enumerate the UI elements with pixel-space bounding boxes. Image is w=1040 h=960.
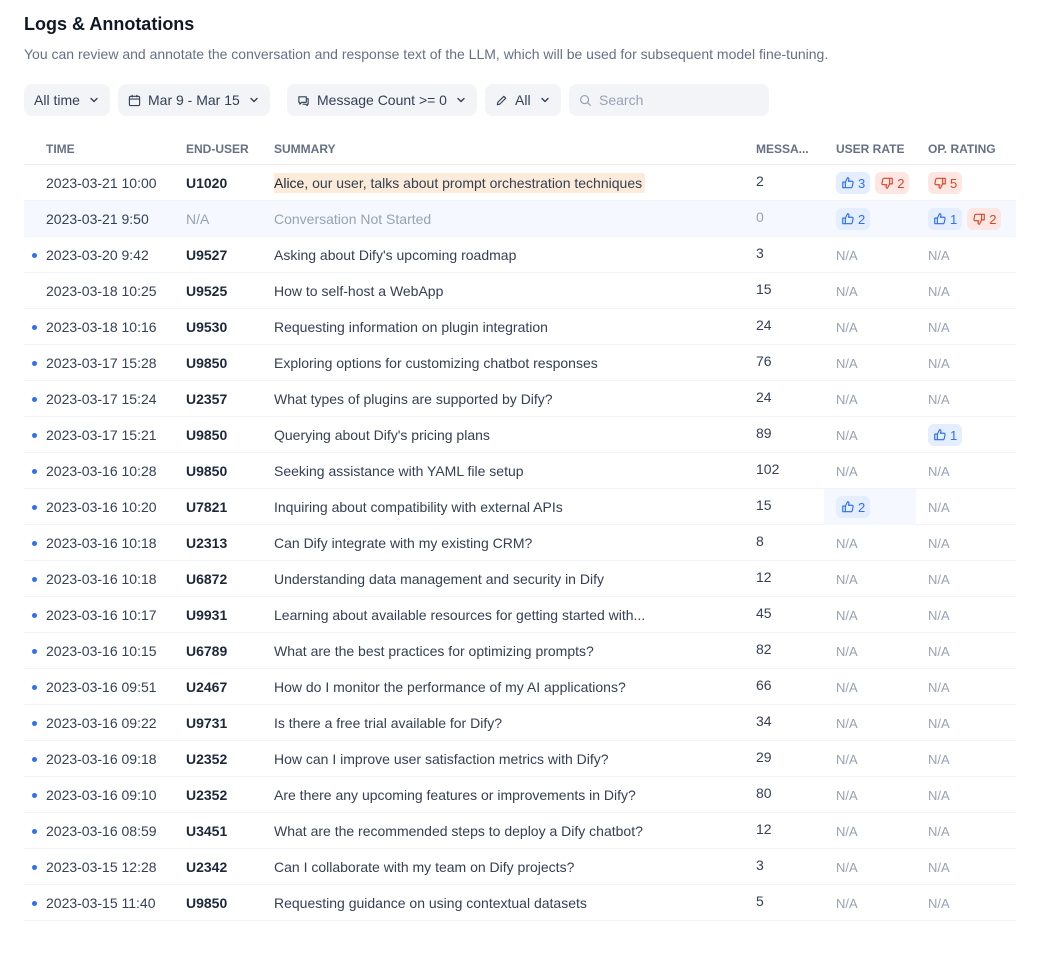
message-count-cell: 24 <box>756 317 772 333</box>
time-cell: 2023-03-16 10:28 <box>46 463 157 479</box>
unread-dot <box>32 721 37 726</box>
unread-dot <box>32 361 37 366</box>
message-count-cell: 15 <box>756 497 772 513</box>
table-row[interactable] <box>24 309 1016 345</box>
summary-cell <box>274 345 704 381</box>
thumbs-up-badge[interactable] <box>928 208 962 230</box>
time-cell: 2023-03-20 9:42 <box>46 247 149 263</box>
column-header-end-user[interactable]: END-USER <box>186 142 249 156</box>
column-header-user-rate[interactable]: USER RATE <box>836 142 905 156</box>
end-user-cell: N/A <box>186 211 210 227</box>
summary-text: Asking about Dify's upcoming roadmap <box>274 247 517 263</box>
user-rate-cell <box>836 633 858 669</box>
table-row[interactable] <box>24 561 1016 597</box>
user-rate-cell <box>836 669 858 705</box>
date-range-label: Mar 9 - Mar 15 <box>148 92 240 108</box>
na-label: N/A <box>928 643 950 659</box>
time-cell: 2023-03-18 10:25 <box>46 283 157 299</box>
table-row[interactable] <box>24 633 1016 669</box>
summary-text: Querying about Dify's pricing plans <box>274 427 490 443</box>
unread-dot <box>32 757 37 762</box>
table-row[interactable] <box>24 705 1016 741</box>
table-row[interactable] <box>24 597 1016 633</box>
end-user-cell: U9850 <box>186 427 228 443</box>
summary-text: How do I monitor the performance of my AI applications? <box>274 679 626 695</box>
user-rate-cell <box>836 813 858 849</box>
unread-dot <box>32 793 37 798</box>
unread-dot <box>32 613 37 618</box>
summary-text: How to self-host a WebApp <box>274 283 444 299</box>
end-user-cell: U9527 <box>186 247 228 263</box>
na-label: N/A <box>836 355 858 371</box>
message-count-cell: 45 <box>756 605 772 621</box>
user-rate-cell <box>836 489 875 525</box>
unread-dot <box>32 541 37 546</box>
page-title: Logs & Annotations <box>24 14 195 34</box>
end-user-cell: U9931 <box>186 607 228 623</box>
user-rate-cell <box>836 201 875 237</box>
user-rate-cell <box>836 525 858 561</box>
page-subtitle: You can review and annotate the conversation and response text of the LLM, which will be used for subsequent model fine-tuning. <box>24 46 829 62</box>
summary-text: Is there a free trial available for Dify? <box>274 715 502 731</box>
message-count-cell: 24 <box>756 389 772 405</box>
table-row[interactable] <box>24 669 1016 705</box>
highlighted-name: Alice <box>274 175 305 191</box>
message-count-cell: 29 <box>756 749 772 765</box>
na-label: N/A <box>836 859 858 875</box>
na-label: N/A <box>836 463 858 479</box>
message-count-filter[interactable] <box>287 84 477 116</box>
end-user-cell: U6789 <box>186 643 228 659</box>
calendar-icon <box>128 94 141 107</box>
message-count-cell: 66 <box>756 677 772 693</box>
end-user-cell: U2352 <box>186 787 228 803</box>
summary-cell <box>274 885 704 921</box>
rating-count: 2 <box>858 211 866 227</box>
op-rating-cell <box>928 597 950 633</box>
table-row[interactable] <box>24 777 1016 813</box>
op-rating-cell <box>928 381 950 417</box>
op-rating-cell <box>928 741 950 777</box>
summary-cell <box>274 525 704 561</box>
time-cell: 2023-03-17 15:24 <box>46 391 157 407</box>
table-row[interactable] <box>24 201 1016 237</box>
summary-text: Understanding data management and security in Dify <box>274 571 604 587</box>
thumbs-up-badge[interactable] <box>836 208 870 230</box>
date-range-picker[interactable] <box>118 84 270 116</box>
message-count-label: Message Count >= 0 <box>317 92 447 108</box>
op-rating-cell <box>928 849 950 885</box>
summary-text: Inquiring about compatibility with external APIs <box>274 499 563 515</box>
unread-dot <box>32 505 37 510</box>
na-label: N/A <box>928 463 950 479</box>
thumbs-up-badge[interactable] <box>928 424 962 446</box>
thumbs-down-icon <box>933 176 947 190</box>
message-count-cell: 0 <box>756 209 764 225</box>
rating-count: 2 <box>897 175 905 191</box>
summary-cell <box>274 489 704 525</box>
na-label: N/A <box>836 607 858 623</box>
rating-count: 5 <box>950 175 958 191</box>
rating-count: 2 <box>858 499 866 515</box>
summary-cell <box>274 777 704 813</box>
summary-cell <box>274 453 704 489</box>
end-user-cell: U9731 <box>186 715 228 731</box>
user-rate-cell <box>836 417 858 453</box>
summary-cell <box>274 561 704 597</box>
na-label: N/A <box>836 751 858 767</box>
end-user-cell: U7821 <box>186 499 228 515</box>
time-cell: 2023-03-16 09:18 <box>46 751 157 767</box>
time-cell: 2023-03-16 10:20 <box>46 499 157 515</box>
na-label: N/A <box>836 247 858 263</box>
unread-dot <box>32 649 37 654</box>
thumbs-down-badge[interactable] <box>967 208 1001 230</box>
user-rate-cell <box>836 849 858 885</box>
user-rate-cell <box>836 777 858 813</box>
message-count-cell: 76 <box>756 353 772 369</box>
summary-text: Learning about available resources for getting started with... <box>274 607 646 623</box>
table-row[interactable] <box>24 417 1016 453</box>
summary-text: Are there any upcoming features or improvements in Dify? <box>274 787 636 803</box>
chevron-down-icon <box>88 94 100 106</box>
op-rating-cell <box>928 813 950 849</box>
search-icon <box>579 94 592 107</box>
message-count-cell: 34 <box>756 713 772 729</box>
thumbs-up-icon <box>933 428 947 442</box>
op-rating-cell <box>928 273 950 309</box>
op-rating-cell <box>928 417 967 453</box>
unread-dot <box>32 901 37 906</box>
na-label: N/A <box>928 607 950 623</box>
na-label: N/A <box>836 283 858 299</box>
message-count-cell: 2 <box>756 173 764 189</box>
unread-dot <box>32 397 37 402</box>
na-label: N/A <box>928 247 950 263</box>
summary-cell <box>274 633 704 669</box>
message-count-cell: 89 <box>756 425 772 441</box>
end-user-cell: U9850 <box>186 895 228 911</box>
summary-cell <box>274 309 704 345</box>
na-label: N/A <box>836 391 858 407</box>
na-label: N/A <box>928 283 950 299</box>
message-count-cell: 15 <box>756 281 772 297</box>
summary-text: Conversation Not Started <box>274 211 432 227</box>
summary-highlight <box>274 173 645 193</box>
user-rate-cell <box>836 309 858 345</box>
time-cell: 2023-03-21 9:50 <box>46 211 149 227</box>
end-user-cell: U9525 <box>186 283 228 299</box>
op-rating-cell <box>928 489 950 525</box>
unread-dot <box>32 253 37 258</box>
thumbs-down-icon <box>880 176 894 190</box>
chevron-down-icon <box>455 94 467 106</box>
end-user-cell: U9850 <box>186 355 228 371</box>
column-header-messages[interactable]: MESSA... <box>756 142 809 156</box>
time-cell: 2023-03-16 10:18 <box>46 571 157 587</box>
summary-cell <box>274 381 704 417</box>
end-user-cell: U1020 <box>186 175 228 191</box>
end-user-cell: U6872 <box>186 571 228 587</box>
op-rating-cell <box>928 453 950 489</box>
op-rating-cell <box>928 201 1006 237</box>
chevron-down-icon <box>539 94 551 106</box>
na-label: N/A <box>928 391 950 407</box>
table-row[interactable] <box>24 453 1016 489</box>
summary-text: Requesting information on plugin integration <box>274 319 548 335</box>
summary-cell <box>274 597 704 633</box>
table-row[interactable] <box>24 345 1016 381</box>
summary-cell <box>274 705 704 741</box>
summary-cell <box>274 849 704 885</box>
user-rate-cell <box>836 885 858 921</box>
period-select[interactable] <box>24 84 110 116</box>
na-label: N/A <box>928 895 950 911</box>
thumbs-down-badge[interactable] <box>928 172 962 194</box>
thumbs-up-icon <box>933 212 947 226</box>
summary-text: What are the recommended steps to deploy a Dify chatbot? <box>274 823 643 839</box>
na-label: N/A <box>836 823 858 839</box>
unread-dot <box>32 577 37 582</box>
column-header-op-rating[interactable]: OP. RATING <box>928 142 996 156</box>
user-rate-cell <box>836 165 914 201</box>
op-rating-cell <box>928 777 950 813</box>
time-cell: 2023-03-16 08:59 <box>46 823 157 839</box>
summary-text: How can I improve user satisfaction metrics with Dify? <box>274 751 609 767</box>
summary-text: Requesting guidance on using contextual datasets <box>274 895 587 911</box>
summary-text: What types of plugins are supported by Dify? <box>274 391 553 407</box>
status-select-label: All <box>515 92 531 108</box>
na-label: N/A <box>928 571 950 587</box>
summary-text: Exploring options for customizing chatbot responses <box>274 355 598 371</box>
thumbs-up-icon <box>841 176 855 190</box>
op-rating-cell <box>928 885 950 921</box>
table-row[interactable] <box>24 489 1016 525</box>
na-label: N/A <box>928 787 950 803</box>
period-select-label: All time <box>34 92 80 108</box>
na-label: N/A <box>836 319 858 335</box>
thumbs-up-icon <box>841 500 855 514</box>
summary-cell <box>274 669 704 705</box>
op-rating-cell <box>928 309 950 345</box>
op-rating-cell <box>928 561 950 597</box>
summary-text: Seeking assistance with YAML file setup <box>274 463 524 479</box>
message-count-cell: 8 <box>756 533 764 549</box>
message-count-cell: 3 <box>756 857 764 873</box>
search-input[interactable] <box>599 92 759 108</box>
message-count-cell: 12 <box>756 569 772 585</box>
end-user-cell: U2313 <box>186 535 228 551</box>
user-rate-cell <box>836 381 858 417</box>
na-label: N/A <box>928 679 950 695</box>
table-body <box>24 165 1016 921</box>
table-row[interactable] <box>24 237 1016 273</box>
user-rate-cell <box>836 741 858 777</box>
column-header-summary[interactable]: SUMMARY <box>274 142 336 156</box>
user-rate-cell <box>836 597 858 633</box>
edit-icon <box>495 94 508 107</box>
unread-dot <box>32 829 37 834</box>
message-count-cell: 3 <box>756 245 764 261</box>
summary-cell <box>274 273 704 309</box>
na-label: N/A <box>928 355 950 371</box>
time-cell: 2023-03-15 12:28 <box>46 859 157 875</box>
time-cell: 2023-03-16 09:10 <box>46 787 157 803</box>
end-user-cell: U2342 <box>186 859 228 875</box>
summary-cell <box>274 165 704 201</box>
op-rating-cell <box>928 237 950 273</box>
end-user-cell: U2467 <box>186 679 228 695</box>
rating-count: 1 <box>950 211 958 227</box>
na-label: N/A <box>928 535 950 551</box>
message-count-cell: 102 <box>756 461 780 477</box>
table-row[interactable] <box>24 813 1016 849</box>
op-rating-cell <box>928 705 950 741</box>
time-cell: 2023-03-17 15:28 <box>46 355 157 371</box>
end-user-cell: U9530 <box>186 319 228 335</box>
user-rate-cell <box>836 237 858 273</box>
user-rate-cell <box>836 561 858 597</box>
summary-text: Can Dify integrate with my existing CRM? <box>274 535 533 551</box>
time-cell: 2023-03-21 10:00 <box>46 175 157 191</box>
na-label: N/A <box>928 319 950 335</box>
user-rate-cell <box>836 345 858 381</box>
na-label: N/A <box>836 571 858 587</box>
thumbs-up-badge[interactable] <box>836 172 870 194</box>
rating-count: 3 <box>858 175 866 191</box>
status-select[interactable] <box>485 84 561 116</box>
message-count-cell: 80 <box>756 785 772 801</box>
summary-cell <box>274 741 704 777</box>
unread-dot <box>32 685 37 690</box>
time-cell: 2023-03-16 10:17 <box>46 607 157 623</box>
na-label: N/A <box>928 499 950 515</box>
summary-cell <box>274 813 704 849</box>
na-label: N/A <box>836 787 858 803</box>
message-count-cell: 5 <box>756 893 764 909</box>
time-cell: 2023-03-18 10:16 <box>46 319 157 335</box>
message-count-cell: 82 <box>756 641 772 657</box>
na-label: N/A <box>928 859 950 875</box>
time-cell: 2023-03-16 09:51 <box>46 679 157 695</box>
time-cell: 2023-03-16 10:15 <box>46 643 157 659</box>
op-rating-cell <box>928 165 967 201</box>
table-row[interactable] <box>24 525 1016 561</box>
rating-count: 1 <box>950 427 958 443</box>
na-label: N/A <box>836 535 858 551</box>
na-label: N/A <box>836 679 858 695</box>
op-rating-cell <box>928 633 950 669</box>
message-count-cell: 12 <box>756 821 772 837</box>
table-header <box>24 132 1016 165</box>
time-cell: 2023-03-16 10:18 <box>46 535 157 551</box>
op-rating-cell <box>928 525 950 561</box>
summary-text: , our user, talks about prompt orchestration techniques <box>304 175 643 191</box>
end-user-cell: U2357 <box>186 391 228 407</box>
summary-text: What are the best practices for optimizing prompts? <box>274 643 594 659</box>
time-cell: 2023-03-15 11:40 <box>46 895 156 911</box>
unread-dot <box>32 325 37 330</box>
na-label: N/A <box>836 895 858 911</box>
table-row[interactable] <box>24 165 1016 201</box>
na-label: N/A <box>928 823 950 839</box>
user-rate-cell <box>836 453 858 489</box>
message-icon <box>297 94 310 107</box>
end-user-cell: U3451 <box>186 823 228 839</box>
end-user-cell: U9850 <box>186 463 228 479</box>
unread-dot <box>32 469 37 474</box>
table-row[interactable] <box>24 849 1016 885</box>
na-label: N/A <box>836 427 858 443</box>
na-label: N/A <box>928 751 950 767</box>
search-box[interactable] <box>569 84 769 116</box>
na-label: N/A <box>928 715 950 731</box>
unread-dot <box>32 433 37 438</box>
na-label: N/A <box>836 643 858 659</box>
column-header-time[interactable]: TIME <box>46 142 75 156</box>
chevron-down-icon <box>248 94 260 106</box>
summary-text: Can I collaborate with my team on Dify projects? <box>274 859 575 875</box>
end-user-cell: U2352 <box>186 751 228 767</box>
table-row[interactable] <box>24 741 1016 777</box>
time-cell: 2023-03-17 15:21 <box>46 427 157 443</box>
user-rate-cell <box>836 273 858 309</box>
table-row[interactable] <box>24 885 1016 921</box>
table-row[interactable] <box>24 273 1016 309</box>
user-rate-cell <box>836 705 858 741</box>
thumbs-down-icon <box>972 212 986 226</box>
unread-dot <box>32 865 37 870</box>
summary-cell <box>274 237 704 273</box>
thumbs-up-icon <box>841 212 855 226</box>
summary-cell <box>274 201 704 237</box>
logs-table <box>24 132 1016 921</box>
na-label: N/A <box>836 715 858 731</box>
thumbs-up-badge[interactable] <box>836 496 870 518</box>
summary-cell <box>274 417 704 453</box>
filter-bar <box>24 84 1016 116</box>
thumbs-down-badge[interactable] <box>875 172 909 194</box>
table-row[interactable] <box>24 381 1016 417</box>
rating-count: 2 <box>989 211 997 227</box>
time-cell: 2023-03-16 09:22 <box>46 715 157 731</box>
op-rating-cell <box>928 669 950 705</box>
op-rating-cell <box>928 345 950 381</box>
